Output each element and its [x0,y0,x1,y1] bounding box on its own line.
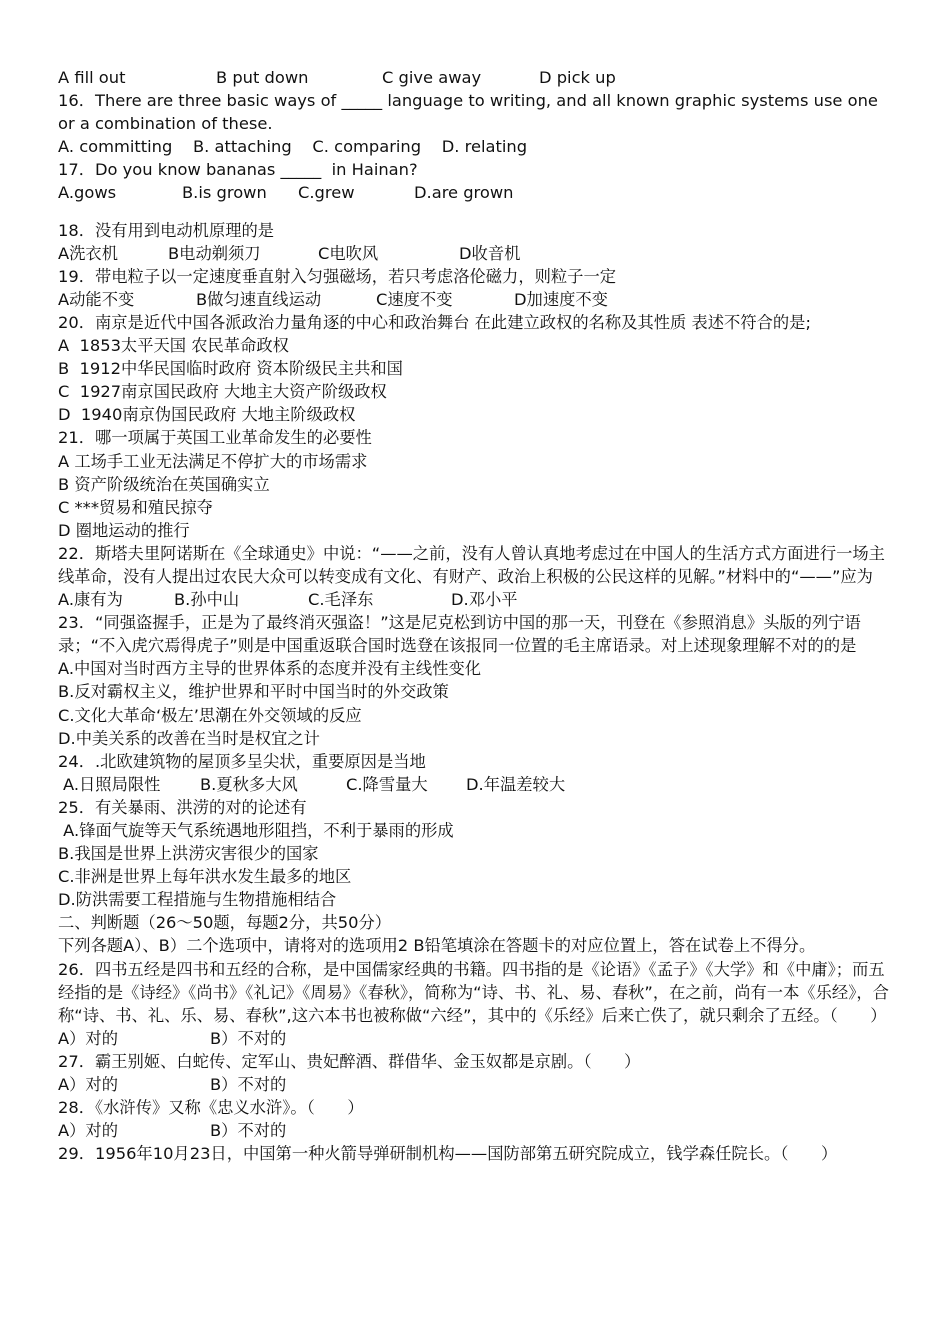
q20-option-b: B 1912中华民国临时政府 资本阶级民主共和国 [58,359,403,379]
q28-option-a: A）对的 [58,1121,118,1141]
q19-options [58,288,890,311]
q27-stem: 27．霸王别姬、白蛇传、定军山、贵妃醉酒、群借华、金玉奴都是京剧。（ ） [58,1051,641,1071]
q15-option-c: C give away [382,68,482,87]
q22-option-a: A.康有为 [58,590,123,610]
q15-option-a: A fill out [58,68,126,87]
q20-stem: 20．南京是近代中国各派政治力量角逐的中心和政治舞台 在此建立政权的名称及其性质 表述不符合的是; [58,312,811,332]
q21-stem: 21．哪一项属于英国工业革命发生的必要性 [58,428,372,448]
q25-stem: 25．有关暴雨、洪涝的对的论述有 [58,797,307,817]
q20-option-a: A 1853太平天国 农民革命政权 [58,336,289,356]
q20-option-d: D 1940南京伪国民政府 大地主阶级政权 [58,405,356,425]
spacer [58,205,890,219]
q17-option-d: D.are grown [414,183,514,203]
q23-option-c: C.文化大革命‘极左’思潮在外交领域的反应 [58,705,362,725]
q17-option-c: C.grew [298,183,355,203]
q25-option-a: A.锋面气旋等天气系统遇地形阻挡，不利于暴雨的形成 [58,821,454,840]
q22-option-d: D.邓小平 [451,590,518,610]
q25-option-c: C.非洲是世界上每年洪水发生最多的地区 [58,867,352,887]
q18-options [58,242,890,265]
q24-option-c: C.降雪量大 [346,774,428,794]
q28-stem: 28．《水浒传》又称《忠义水浒》。（ ） [58,1098,364,1118]
q18-option-b: B电动剃须刀 [168,243,261,263]
q17-stem: 17．Do you know bananas _____ in Hainan? [58,160,418,180]
q27-option-b: B）不对的 [210,1075,287,1095]
section-title: 二、判断题（26～50题，每题2分，共50分） [58,913,392,933]
q20-option-c: C 1927南京国民政府 大地主大资产阶级政权 [58,382,387,402]
q24-option-d: D.年温差较大 [466,774,566,794]
q21-option-c: C ***贸易和殖民掠夺 [58,497,213,517]
q22-stem: 22．斯塔夫里阿诺斯在《全球通史》中说：“——之前，没有人曾认真地考虑过在中国人的生活方式方面进行一场主线革命，没有人提出过农民大众可以转变成有文化、有财产、政治上积极的公民这样的见解。”材料中的“——”应为 [58,543,885,586]
q24-options [58,773,890,796]
q23-option-a: A.中国对当时西方主导的世界体系的态度并没有主线性变化 [58,659,482,679]
q17-options [58,181,890,204]
q19-option-b: B做匀速直线运动 [196,289,322,309]
q26-option-b: B）不对的 [210,1028,287,1048]
q24-option-b: B.夏秋多大风 [200,774,298,794]
q26-options [58,1027,890,1050]
q21-option-d: D 圈地运动的推行 [58,520,190,540]
q17-option-b: B.is grown [182,183,267,203]
q18-stem: 18．没有用到电动机原理的是 [58,220,275,240]
exam-page [58,66,890,1165]
q16-options: A. committing B. attaching C. comparing D. relating [58,137,528,157]
q25-option-d: D.防洪需要工程措施与生物措施相结合 [58,890,337,910]
q15-option-b: B put down [216,68,309,87]
q22-option-c: C.毛泽东 [308,590,374,610]
q26-option-a: A）对的 [58,1028,118,1048]
q28-options [58,1119,890,1142]
q19-option-d: D加速度不变 [514,289,608,309]
q24-option-a: A.日照局限性 [63,774,161,794]
q23-option-b: B.反对霸权主义，维护世界和平时中国当时的外交政策 [58,682,449,702]
q18-option-d: D收音机 [459,243,521,263]
q25-option-b: B.我国是世界上洪涝灾害很少的国家 [58,844,319,864]
q28-option-b: B）不对的 [210,1121,287,1141]
q21-option-a: A 工场手工业无法满足不停扩大的市场需求 [58,451,368,471]
q19-option-c: C速度不变 [376,289,453,309]
q21-option-b: B 资产阶级统治在英国确实立 [58,474,270,494]
q23-option-d: D.中美关系的改善在当时是权宜之计 [58,728,320,748]
q27-options [58,1073,890,1096]
q22-options [58,588,890,611]
q27-option-a: A）对的 [58,1075,118,1095]
q19-stem: 19．带电粒子以一定速度垂直射入匀强磁场，若只考虑洛伦磁力，则粒子一定 [58,266,617,286]
q26-stem: 26．四书五经是四书和五经的合称，是中国儒家经典的书籍。四书指的是《论语》《孟子》《大学》和《中庸》；而五经指的是《诗经》《尚书》《礼记》《周易》《春秋》，简称为“诗、书、礼、易、春秋”，在之前，尚有一本《乐经》，合称“诗、书、礼、乐、易、春秋”,这六本书也被称做“六经”，其中的《乐经》后来亡佚了，就只剩余了五经。（ ） [58,959,889,1025]
q23-stem: 23．“同强盗握手，正是为了最终消灭强盗！”这是尼克松到访中国的那一天，刊登在《参照消息》头版的列宁语录；“不入虎穴焉得虎子”则是中国重返联合国时选登在该报同一位置的毛主席语录。对上述现象理解不对的的是 [58,613,861,656]
q18-option-c: C电吹风 [318,243,379,263]
q17-option-a: A.gows [58,183,117,203]
q15-option-d: D pick up [539,68,616,87]
q24-stem: 24．.北欧建筑物的屋顶多呈尖状，重要原因是当地 [58,751,426,771]
q29-stem: 29．1956年10月23日，中国第一种火箭导弹研制机构——国防部第五研究院成立，钱学森任院长。（ ） [58,1144,838,1164]
q16-stem: 16．There are three basic ways of _____ language to writing, and all known graphic systems use one or a combination of these. [58,91,878,134]
q15-options [58,66,890,89]
q22-option-b: B.孙中山 [174,590,240,610]
section-instruction: 下列各题A）、B）二个选项中，请将对的选项用2 B铅笔填涂在答题卡的对应位置上，答在试卷上不得分。 [58,936,816,956]
q18-option-a: A洗衣机 [58,243,118,263]
q19-option-a: A动能不变 [58,289,135,309]
